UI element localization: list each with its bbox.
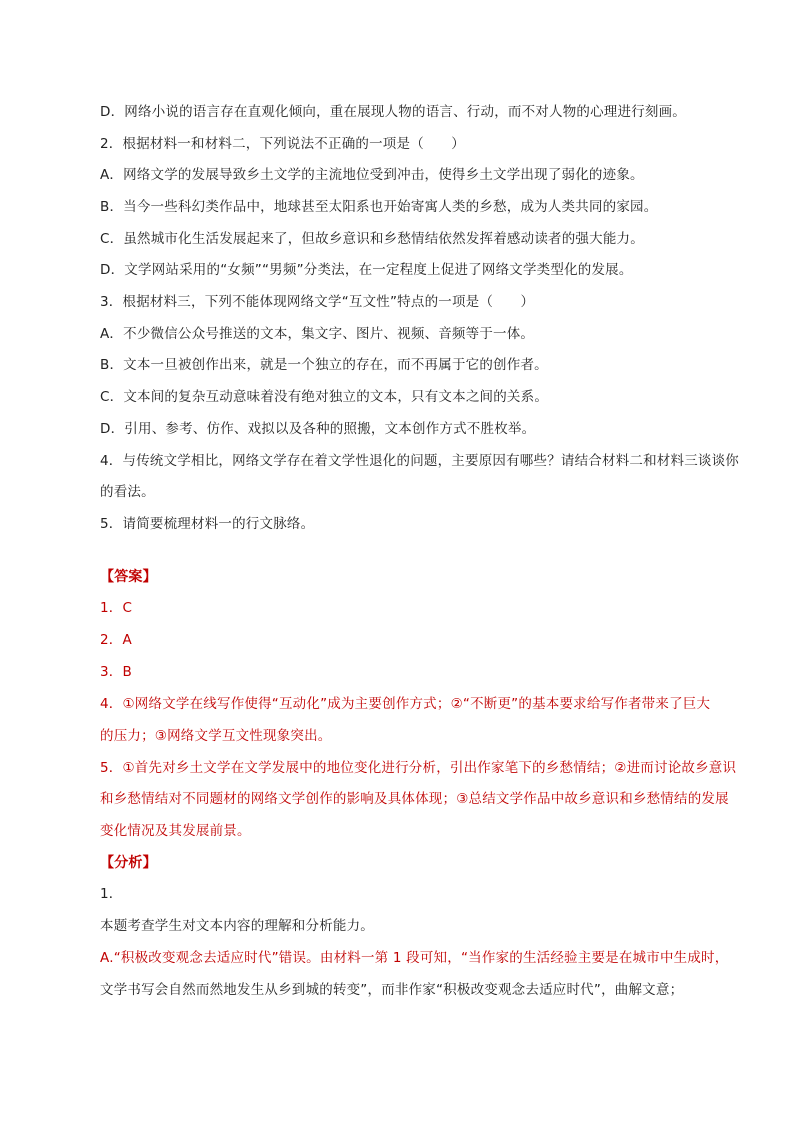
answer-1: 1．C <box>100 600 133 616</box>
q5-stem: 5．请简要梳理材料一的行文脉络。 <box>100 516 315 532</box>
answer-heading: 【答案】 <box>100 569 157 585</box>
analysis-heading: 【分析】 <box>100 855 157 871</box>
q2-option-d: D．文学网站采用的“女频”“男频”分类法，在一定程度上促进了网络文学类型化的发展。 <box>100 262 633 278</box>
q3-stem: 3．根据材料三，下列不能体现网络文学“互文性”特点的一项是（ ） <box>100 294 535 310</box>
q2-option-a: A．网络文学的发展导致乡土文学的主流地位受到冲击，使得乡土文学出现了弱化的迹象。 <box>100 167 644 183</box>
analysis-number-1: 1． <box>100 886 123 902</box>
q3-option-d: D．引用、参考、仿作、戏拟以及各种的照搬，文本创作方式不胜枚举。 <box>100 421 536 437</box>
answer-3: 3．B <box>100 664 132 680</box>
q4-stem-line2: 的看法。 <box>100 484 155 500</box>
q2-stem: 2．根据材料一和材料二，下列说法不正确的一项是（ ） <box>100 136 465 152</box>
analysis-a-line1: A.“积极改变观念去适应时代”错误。由材料一第 1 段可知，“当作家的生活经验主要是在城市中生成时， <box>100 950 729 966</box>
q2-option-b: B．当今一些科幻类作品中，地球甚至太阳系也开始寄寓人类的乡愁，成为人类共同的家园。 <box>100 199 658 215</box>
answer-5-line1: 5．①首先对乡土文学在文学发展中的地位变化进行分析，引出作家笔下的乡愁情结；②进而讨论故乡意识 <box>100 760 737 776</box>
answer-5-line3: 变化情况及其发展前景。 <box>100 823 251 839</box>
analysis-intro: 本题考查学生对文本内容的理解和分析能力。 <box>100 918 374 934</box>
answer-4-line2: 的压力；③网络文学互文性现象突出。 <box>100 728 332 744</box>
q3-option-c: C．文本间的复杂互动意味着没有绝对独立的文本，只有文本之间的关系。 <box>100 389 549 405</box>
q1-option-d: D．网络小说的语言存在直观化倾向，重在展现人物的语言、行动，而不对人物的心理进行刻画。 <box>100 104 686 120</box>
q3-option-a: A．不少微信公众号推送的文本，集文字、图片、视频、音频等于一体。 <box>100 326 535 342</box>
analysis-a-line2: 文学书写会自然而然地发生从乡到城的转变”，而非作家“积极改变观念去适应时代”，曲解文意； <box>100 982 684 998</box>
answer-2: 2．A <box>100 632 132 648</box>
answer-4-line1: 4．①网络文学在线写作使得“互动化”成为主要创作方式；②“不断更”的基本要求给写作者带来了巨大 <box>100 696 711 712</box>
q4-stem-line1: 4．与传统文学相比，网络文学存在着文学性退化的问题，主要原因有哪些？请结合材料二和材料三谈谈你 <box>100 453 739 469</box>
q3-option-b: B．文本一旦被创作出来，就是一个独立的存在，而不再属于它的创作者。 <box>100 357 548 373</box>
answer-5-line2: 和乡愁情结对不同题材的网络文学创作的影响及具体体现；③总结文学作品中故乡意识和乡愁情结的发展 <box>100 791 729 807</box>
q2-option-c: C．虽然城市化生活发展起来了，但故乡意识和乡愁情结依然发挥着感动读者的强大能力。 <box>100 231 644 247</box>
